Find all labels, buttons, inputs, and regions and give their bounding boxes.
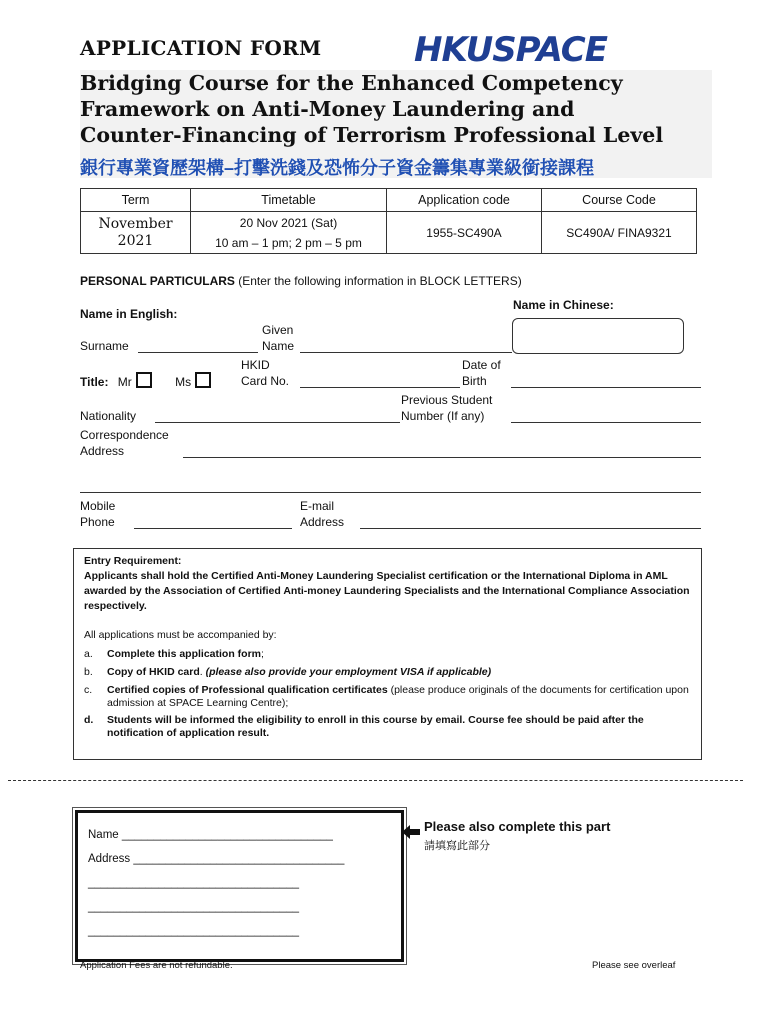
prev-student-label-2: Number (If any) — [401, 409, 485, 423]
mr-label: Mr — [117, 375, 132, 389]
entry-requirement-body: Applicants shall hold the Certified Anti-Money Laundering Specialist certification or the International Diploma in AML awarded by the Association of Certified Anti-money Laundering Specialists and the International Compliance Association respectively. — [84, 570, 690, 612]
term-value: November 2021 — [81, 212, 191, 254]
header-course-code: Course Code — [542, 189, 697, 212]
slip-address-line-4[interactable]: _________________________________ — [88, 925, 300, 937]
arrow-left-icon — [400, 824, 422, 840]
personal-particulars-note: (Enter the following information in BLOCK LETTERS) — [238, 274, 522, 288]
header-application-code: Application code — [387, 189, 542, 212]
slip-name-label: Name — [88, 829, 119, 841]
complete-part-note: Please also complete this part — [424, 819, 611, 834]
course-title: Bridging Course for the Enhanced Competency Framework on Anti-Money Laundering and Counter-Financing of Terrorism Professional Level — [80, 71, 664, 147]
mr-checkbox[interactable] — [136, 372, 152, 388]
req-item-d: Students will be informed the eligibility to enroll in this course by email. Course fee should be paid after the notification of application result. — [107, 714, 644, 739]
timetable-time: 10 am – 1 pm; 2 pm – 5 pm — [215, 235, 362, 250]
timetable-value — [191, 212, 387, 254]
course-code-value: SC490A/ FINA9321 — [542, 212, 697, 254]
address-input-line-2[interactable] — [80, 492, 701, 493]
req-item-b: Copy of HKID card. (please also provide your employment VISA if applicable) — [107, 666, 492, 678]
address-label-1: Correspondence — [80, 428, 169, 442]
dob-label-2: Birth — [462, 374, 487, 388]
req-item-c: Certified copies of Professional qualification certificates (please produce originals of the documents for certification upon admission at SPACE Learning Centre); — [107, 684, 689, 709]
req-item-c-letter: c. — [84, 684, 93, 696]
nationality-input[interactable] — [155, 422, 400, 423]
req-item-a: Complete this application form; — [107, 648, 264, 660]
mobile-label-2: Phone — [80, 515, 115, 529]
slip-address-line-2[interactable]: _________________________________ — [88, 877, 300, 889]
req-item-b-letter: b. — [84, 666, 93, 678]
entry-requirement-heading: Entry Requirement: — [84, 555, 182, 567]
name-english-label: Name in English: — [80, 307, 178, 321]
mobile-input[interactable] — [134, 528, 292, 529]
header-timetable: Timetable — [191, 189, 387, 212]
prev-student-input[interactable] — [511, 422, 701, 423]
dob-label-1: Date of — [462, 358, 501, 372]
name-chinese-input[interactable] — [512, 318, 684, 354]
form-title: APPLICATION FORM — [80, 36, 322, 60]
email-input[interactable] — [360, 528, 701, 529]
header-term: Term — [81, 189, 191, 212]
hkid-input[interactable] — [300, 387, 460, 388]
title-field — [80, 372, 211, 390]
application-code-value: 1955-SC490A — [387, 212, 542, 254]
complete-part-note-zh: 請填寫此部分 — [424, 840, 490, 852]
dob-input[interactable] — [511, 387, 701, 388]
mobile-label-1: Mobile — [80, 499, 116, 513]
footer-overleaf-note: Please see overleaf — [592, 960, 676, 971]
given-name-label-2: Name — [262, 339, 295, 353]
req-item-d-letter: d. — [84, 714, 94, 726]
email-label-2: Address — [300, 515, 345, 529]
logo-text: HKUSPACE — [414, 30, 607, 68]
timetable-date: 20 Nov 2021 (Sat) — [239, 215, 338, 230]
slip-address-label: Address — [88, 853, 131, 865]
prev-student-label-1: Previous Student — [401, 393, 493, 407]
given-name-label-1: Given — [262, 323, 294, 337]
slip-address-line-3[interactable]: _________________________________ — [88, 901, 300, 913]
ms-label: Ms — [175, 375, 192, 389]
ms-checkbox[interactable] — [195, 372, 211, 388]
requirements-intro: All applications must be accompanied by: — [84, 629, 277, 641]
personal-particulars-heading: PERSONAL PARTICULARS (Enter the following information in BLOCK LETTERS) — [80, 274, 522, 288]
email-label-1: E-mail — [300, 499, 335, 513]
course-title-chinese: 銀行專業資歷架構–打擊洗錢及恐怖分子資金籌集專業級銜接課程 — [80, 158, 595, 178]
hkid-label-2: Card No. — [241, 374, 290, 388]
schedule-table — [80, 188, 697, 254]
name-chinese-label: Name in Chinese: — [513, 298, 614, 312]
surname-label: Surname — [80, 339, 129, 353]
given-name-input[interactable] — [300, 352, 512, 353]
schedule-row — [81, 212, 697, 254]
title-label: Title: — [80, 375, 109, 389]
address-input-line-1[interactable] — [183, 457, 701, 458]
hkuspace-logo — [412, 28, 707, 68]
hkid-label-1: HKID — [241, 358, 270, 372]
slip-address-field[interactable]: Address _________________________________ — [88, 853, 345, 865]
surname-input[interactable] — [138, 352, 258, 353]
footer-refund-note: Application Fees are not refundable. — [80, 960, 233, 971]
cut-line — [8, 780, 743, 781]
address-label-2: Address — [80, 444, 125, 458]
schedule-header-row — [81, 189, 697, 212]
slip-name-field[interactable]: Name _________________________________ — [88, 829, 333, 841]
nationality-label: Nationality — [80, 409, 137, 423]
req-item-a-letter: a. — [84, 648, 93, 660]
